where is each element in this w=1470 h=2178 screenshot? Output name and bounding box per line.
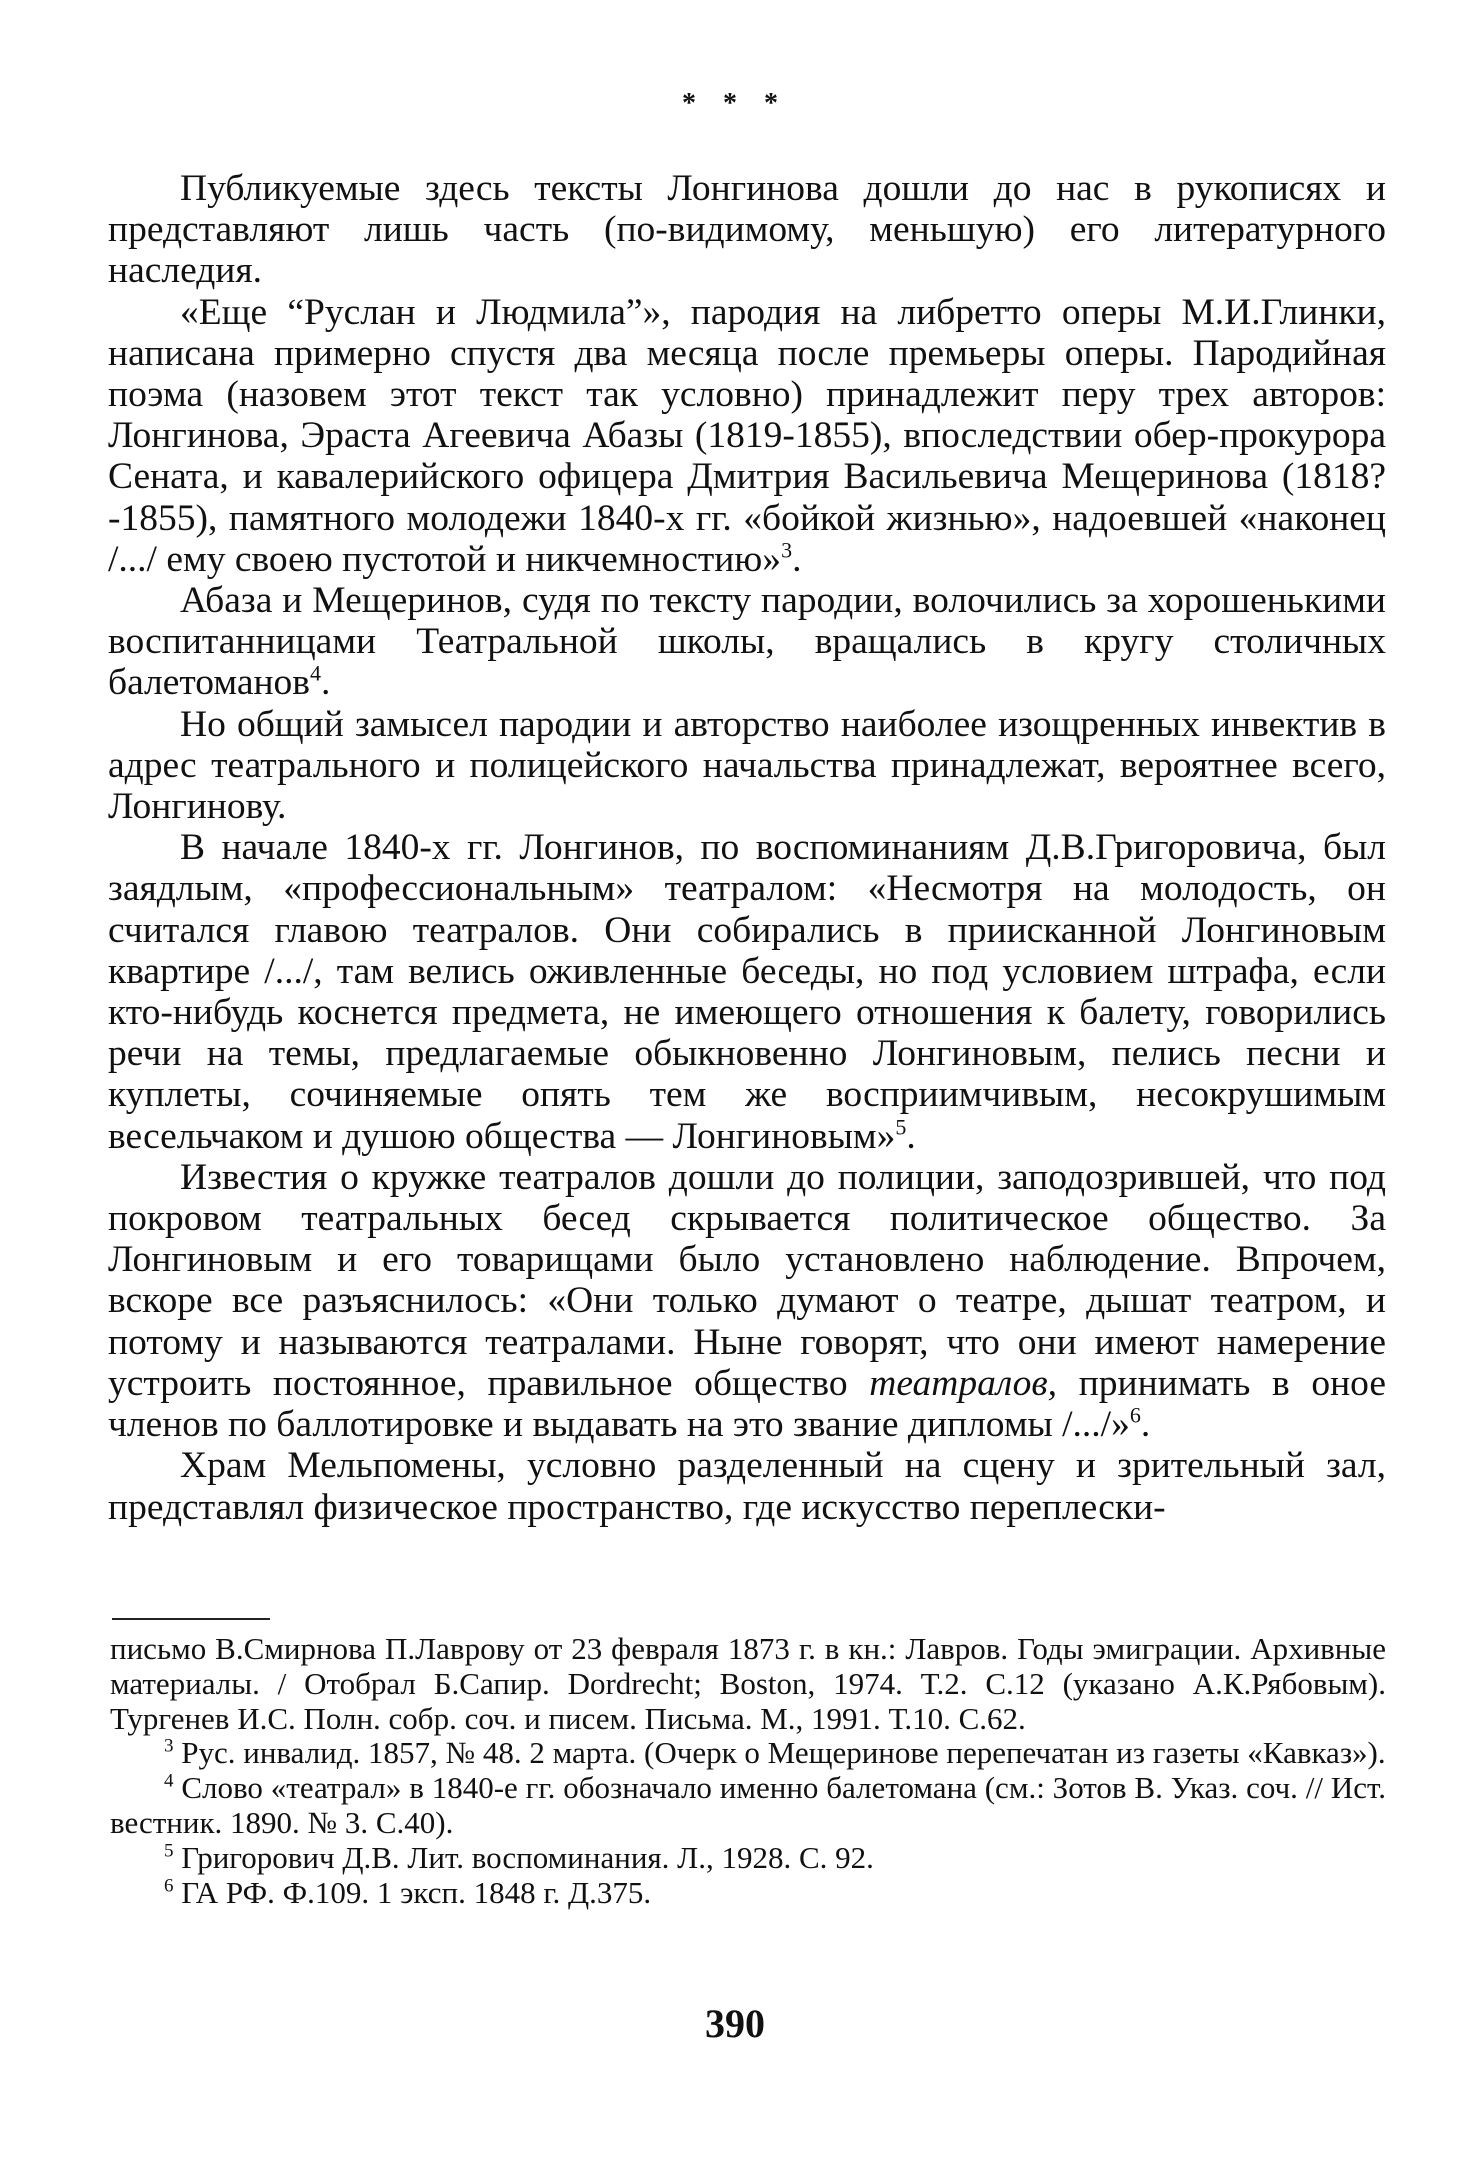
footnote: $^5$ Григорович Д.В. Лит. воспоминания. Л., 1928. С. 92. bbox=[164, 1839, 874, 1875]
footnote-continuation: письмо В.Смирнова П.Лаврову от 23 февраля 1873 г. в кн.: Лавров. Годы эмиграции. Архивные материалы. / Отобрал Б.Сапир. Dordrecht; Boston, 1974. Т.2. С.12 (указано А.К.Рябовым). Тургенев И.С. Полн. собр. соч. и писем. Письма. М., 1991. Т.10. С.62. bbox=[110, 1631, 1386, 1736]
footnote-ref: 4 bbox=[309, 660, 321, 686]
paragraph: Абаза и Мещеринов, судя по тексту пародии, волочились за хорошенькими воспитанницами Театральной школы, вращались в кругу столичных балетоманов$^4$. bbox=[108, 580, 1386, 704]
footnote-ref: 6 bbox=[1129, 1402, 1141, 1428]
footnote-number: 4 bbox=[164, 1770, 174, 1792]
page-number: 390 bbox=[705, 2001, 765, 2046]
paragraph: В начале 1840-х гг. Лонгинов, по воспоминаниям Д.В.Григоровича, был заядлым, «профессиональным» театралом: «Несмотря на молодость, он считался главою театралов. Они собирались в прииcканной Лонгиновым квартире /.../, там велись оживленные беседы, но под условием штрафа, если кто-нибудь коснется предмета, не имеющего отношения к балету, говорились речи на темы, предлагаемые обыкновенно Лонгиновым, пелись песни и куплеты, сочиняемые опять тем же восприимчивым, несокрушимым весельчаком и душою общества — Лонгиновым»$^5$. bbox=[108, 827, 1386, 1157]
paragraph: Известия о кружке театралов дошли до полиции, заподозрившей, что под покровом театральных бесед скрывается политическое общество. За Лонгиновым и его товарищами было установлено наблюдение. Впрочем, вскоре все разъяснилось: «Они только думают о театре, дышат театром, и потому и называются театралами. Ныне говорят, что они имеют намерение устроить постоянное, правильное общество театралов, принимать в оное членов по баллотировке и выдавать на это звание дипломы /.../»$^6$. bbox=[108, 1156, 1387, 1446]
footnote-number: 5 bbox=[164, 1840, 174, 1862]
footnote: $^4$ Слово «театрал» в 1840-е гг. обозначало именно балетомана (см.: Зотов В. Указ. соч. // Ист. вестник. 1890. № 3. С.40). bbox=[110, 1770, 1386, 1840]
footnote-rule bbox=[112, 1618, 270, 1620]
paragraph: Храм Мельпомены, условно разделенный на сцену и зрительный зал, представлял физическое пространство, где искусство переплески- bbox=[108, 1445, 1386, 1528]
section-separator: * * * bbox=[682, 88, 788, 119]
footnote: $^3$ Рус. инвалид. 1857, № 48. 2 марта. (Очерк о Мещеринове перепечатан из газеты «Кавказ»). bbox=[164, 1735, 1386, 1771]
main-text bbox=[108, 168, 1386, 1528]
paragraph: «Еще “Руслан и Людмила”», пародия на либретто оперы М.И.Глинки, написана примерно спустя два месяца после премьеры оперы. Пародийная поэма (назовем этот текст так условно) принадлежит перу трех авторов: Лонгинова, Эраста Агеевича Абазы (1819-1855), впоследствии обер-прокурора Сената, и кавалерийского офицера Дмитрия Васильевича Мещеринова (1818?-1855), памятного молодежи 1840-х гг. «бойкой жизнью», надоевшей «наконец /.../ ему своею пустотой и никчемностию»$^3$. bbox=[108, 291, 1386, 580]
footnote-ref: 5 bbox=[895, 1114, 907, 1140]
italic-term: театралов, bbox=[869, 1362, 1058, 1404]
paragraph: Но общий замысел пародии и авторство наиболее изощренных инвектив в адрес театрального и полицейского начальства принадлежат, вероятнее всего, Лонгинову. bbox=[108, 703, 1386, 828]
paragraph: Публикуемые здесь тексты Лонгинова дошли до нас в рукописях и представляют лишь часть (по-видимому, меньшую) его литературного наследия. bbox=[108, 168, 1386, 292]
footnote-ref: 3 bbox=[781, 537, 793, 563]
footnote: $^6$ ГА РФ. Ф.109. 1 эксп. 1848 г. Д.375. bbox=[164, 1874, 652, 1910]
footnotes bbox=[110, 1632, 1386, 1910]
footnote-number: 3 bbox=[164, 1736, 174, 1758]
footnote-number: 6 bbox=[164, 1875, 174, 1897]
